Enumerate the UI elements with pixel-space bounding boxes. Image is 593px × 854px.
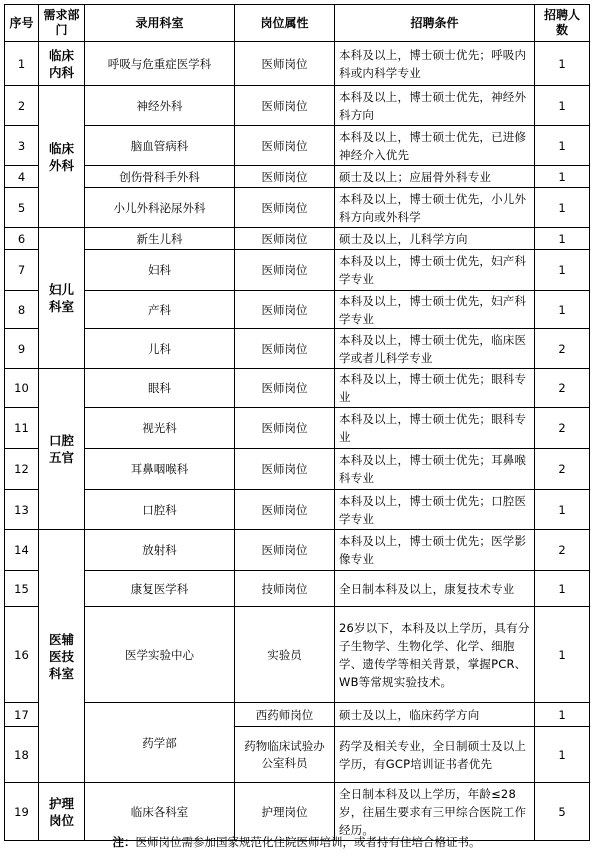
specialty-cell: 呼吸与危重症医学科: [85, 42, 235, 86]
table-header-row: [5, 5, 590, 42]
count-cell: 2: [535, 408, 590, 449]
count-cell: 2: [535, 530, 590, 571]
table-row: [5, 329, 590, 369]
table-row: [5, 250, 590, 291]
count-cell: 1: [535, 228, 590, 250]
requirements-cell: 本科及以上，博士硕士优先，小儿外科方向或外科学: [335, 188, 535, 228]
position-cell: 医师岗位: [235, 228, 335, 250]
header-dept: 需求部门: [39, 5, 85, 42]
header-position-type: 岗位属性: [235, 5, 335, 42]
header-seq: 序号: [5, 5, 39, 42]
row-no: 18: [5, 727, 39, 783]
row-no: 8: [5, 291, 39, 329]
position-cell: 医师岗位: [235, 126, 335, 166]
recruitment-table: [4, 4, 590, 841]
requirements-cell: 本科及以上，博士硕士优先，妇产科学专业: [335, 291, 535, 329]
position-cell: 药物临床试验办公室科员: [235, 727, 335, 783]
count-cell: 2: [535, 369, 590, 408]
specialty-cell: 小儿外科泌尿外科: [85, 188, 235, 228]
requirements-cell: 本科及以上，博士硕士优先；耳鼻喉科专业: [335, 449, 535, 490]
specialty-cell: 创伤骨科手外科: [85, 166, 235, 188]
count-cell: 1: [535, 166, 590, 188]
position-cell: 医师岗位: [235, 291, 335, 329]
table-row: [5, 42, 590, 86]
table-row: [5, 188, 590, 228]
row-no: 3: [5, 126, 39, 166]
row-no: 5: [5, 188, 39, 228]
table-row: [5, 291, 590, 329]
dept-cell: 妇儿科室: [39, 228, 85, 369]
count-cell: 2: [535, 449, 590, 490]
specialty-cell: 临床各科室: [85, 783, 235, 841]
position-cell: 医师岗位: [235, 449, 335, 490]
table-row: [5, 126, 590, 166]
specialty-cell: 脑血管病科: [85, 126, 235, 166]
row-no: 19: [5, 783, 39, 841]
position-cell: 西药师岗位: [235, 703, 335, 727]
specialty-cell: 儿科: [85, 329, 235, 369]
specialty-cell: 眼科: [85, 369, 235, 408]
specialty-cell: 耳鼻咽喉科: [85, 449, 235, 490]
footnote-label: 注：: [112, 835, 136, 849]
specialty-cell: 口腔科: [85, 490, 235, 530]
dept-cell: 临床外科: [39, 86, 85, 228]
row-no: 13: [5, 490, 39, 530]
dept-cell: 医辅医技科室: [39, 530, 85, 783]
count-cell: 2: [535, 329, 590, 369]
requirements-cell: 本科及以上，博士硕士优先，已进修神经介入优先: [335, 126, 535, 166]
table-row: [5, 166, 590, 188]
table-row: [5, 703, 590, 727]
header-count: 招聘人数: [535, 5, 590, 42]
requirements-cell: 本科及以上，博士硕士优先；口腔医学专业: [335, 490, 535, 530]
specialty-cell: 放射科: [85, 530, 235, 571]
row-no: 14: [5, 530, 39, 571]
requirements-cell: 全日制本科及以上，康复技术专业: [335, 571, 535, 607]
position-cell: 医师岗位: [235, 369, 335, 408]
specialty-cell: 康复医学科: [85, 571, 235, 607]
count-cell: 1: [535, 490, 590, 530]
header-requirements: 招聘条件: [335, 5, 535, 42]
position-cell: 医师岗位: [235, 408, 335, 449]
specialty-cell: 医学实验中心: [85, 607, 235, 703]
dept-cell: 护理岗位: [39, 783, 85, 841]
position-cell: 护理岗位: [235, 783, 335, 841]
specialty-cell: 妇科: [85, 250, 235, 291]
row-no: 10: [5, 369, 39, 408]
requirements-cell: 26岁以下，本科及以上学历，具有分子生物学、生物化学、化学、细胞学、遗传学等相关背景，掌握PCR、WB等常规实验技术。: [335, 607, 535, 703]
requirements-cell: 本科及以上，博士硕士优先，临床医学或者儿科学专业: [335, 329, 535, 369]
position-cell: 医师岗位: [235, 166, 335, 188]
dept-cell: 临床内科: [39, 42, 85, 86]
table-row: [5, 490, 590, 530]
header-specialty: 录用科室: [85, 5, 235, 42]
row-no: 7: [5, 250, 39, 291]
position-cell: 技师岗位: [235, 571, 335, 607]
dept-cell: 口腔五官: [39, 369, 85, 530]
row-no: 1: [5, 42, 39, 86]
requirements-cell: 硕士及以上，临床药学方向: [335, 703, 535, 727]
position-cell: 医师岗位: [235, 329, 335, 369]
table-row: [5, 449, 590, 490]
requirements-cell: 本科及以上，博士硕士优先；眼科专业: [335, 369, 535, 408]
position-cell: 医师岗位: [235, 490, 335, 530]
table-row: [5, 607, 590, 703]
count-cell: 1: [535, 607, 590, 703]
row-no: 17: [5, 703, 39, 727]
position-cell: 实验员: [235, 607, 335, 703]
footnote: [0, 834, 593, 850]
table-row: [5, 369, 590, 408]
requirements-cell: 本科及以上，博士硕士优先，神经外科方向: [335, 86, 535, 126]
count-cell: 5: [535, 783, 590, 841]
count-cell: 1: [535, 42, 590, 86]
requirements-cell: 本科及以上，博士硕士优先；眼科专业: [335, 408, 535, 449]
specialty-cell: 药学部: [85, 703, 235, 783]
row-no: 9: [5, 329, 39, 369]
table-row: [5, 228, 590, 250]
position-cell: 医师岗位: [235, 250, 335, 291]
specialty-cell: 神经外科: [85, 86, 235, 126]
table-row: [5, 408, 590, 449]
row-no: 12: [5, 449, 39, 490]
table-row: [5, 571, 590, 607]
footnote-text: 医师岗位需参加国家规范化住院医师培训，或者持有住培合格证书。: [135, 835, 481, 849]
requirements-cell: 本科及以上，博士硕士优先，妇产科学专业: [335, 250, 535, 291]
row-no: 16: [5, 607, 39, 703]
row-no: 4: [5, 166, 39, 188]
requirements-cell: 本科及以上，博士硕士优先；医学影像专业: [335, 530, 535, 571]
count-cell: 1: [535, 126, 590, 166]
specialty-cell: 视光科: [85, 408, 235, 449]
requirements-cell: 全日制本科及以上学历，年龄≤28岁，往届生要求有三甲综合医院工作经历。: [335, 783, 535, 841]
specialty-cell: 产科: [85, 291, 235, 329]
count-cell: 1: [535, 250, 590, 291]
row-no: 15: [5, 571, 39, 607]
table-row: [5, 530, 590, 571]
specialty-cell: 新生儿科: [85, 228, 235, 250]
table-row: [5, 86, 590, 126]
requirements-cell: 本科及以上，博士硕士优先；呼吸内科或内科学专业: [335, 42, 535, 86]
count-cell: 1: [535, 727, 590, 783]
count-cell: 1: [535, 703, 590, 727]
row-no: 11: [5, 408, 39, 449]
row-no: 6: [5, 228, 39, 250]
requirements-cell: 硕士及以上；应届骨外科专业: [335, 166, 535, 188]
requirements-cell: 药学及相关专业，全日制硕士及以上学历，有GCP培训证书者优先: [335, 727, 535, 783]
position-cell: 医师岗位: [235, 42, 335, 86]
table-row: [5, 783, 590, 841]
position-cell: 医师岗位: [235, 86, 335, 126]
count-cell: 1: [535, 188, 590, 228]
row-no: 2: [5, 86, 39, 126]
position-cell: 医师岗位: [235, 530, 335, 571]
count-cell: 1: [535, 291, 590, 329]
position-cell: 医师岗位: [235, 188, 335, 228]
count-cell: 1: [535, 571, 590, 607]
count-cell: 1: [535, 86, 590, 126]
requirements-cell: 硕士及以上，儿科学方向: [335, 228, 535, 250]
